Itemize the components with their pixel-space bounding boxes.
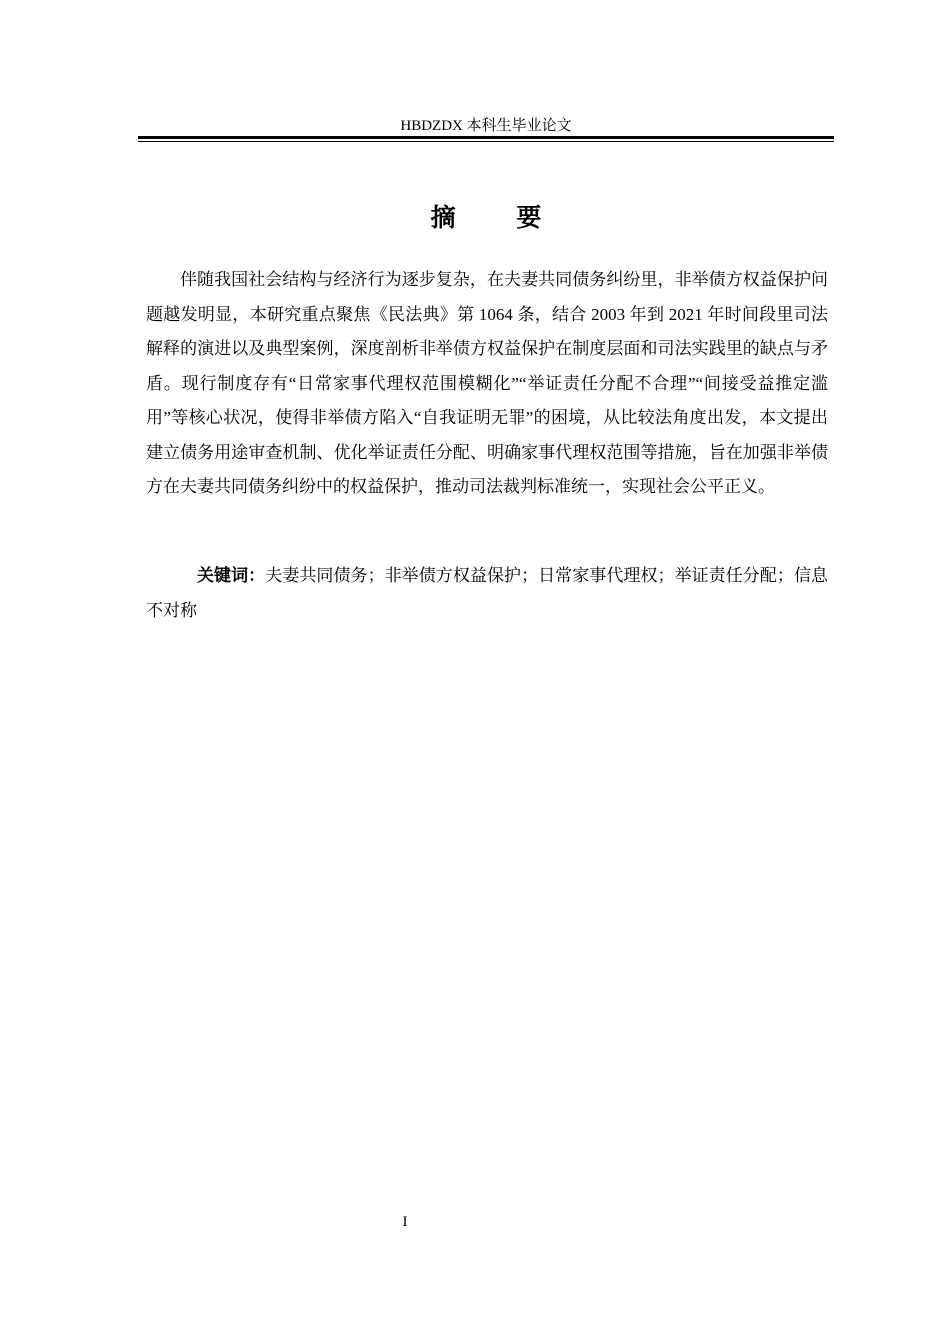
page-number: I: [402, 1214, 408, 1230]
keywords-label: 关键词：: [197, 566, 266, 586]
header-rule-thick: [138, 136, 834, 139]
keywords-paragraph: [146, 559, 828, 628]
header-title: HBDZDX 本科生毕业论文: [400, 118, 572, 134]
abstract-title: 摘 要: [430, 203, 542, 232]
keywords-text: 夫妻共同债务；非举债方权益保护；日常家事代理权；举证责任分配；信息不对称: [146, 566, 829, 620]
header-rule-thin: [138, 141, 834, 142]
abstract-body: 伴随我国社会结构与经济行为逐步复杂，在夫妻共同债务纠纷里，非举债方权益保护问题越发明显，本研究重点聚焦《民法典》第 1064 条，结合 2003 年到 2021 年时间段里司法解释的演进以及典型案例，深度剖析非举债方权益保护在制度层面和司法实践里的缺点与矛盾。现行制度存有“日常家事代理权范围模糊化”“举证责任分配不合理”“间接受益推定滥用”等核心状况，使得非举债方陷入“自我证明无罪”的困境，从比较法角度出发，本文提出建立债务用途审查机制、优化举证责任分配、明确家事代理权范围等措施，旨在加强非举债方在夫妻共同债务纠纷中的权益保护，推动司法裁判标准统一，实现社会公平正义。: [146, 270, 828, 496]
